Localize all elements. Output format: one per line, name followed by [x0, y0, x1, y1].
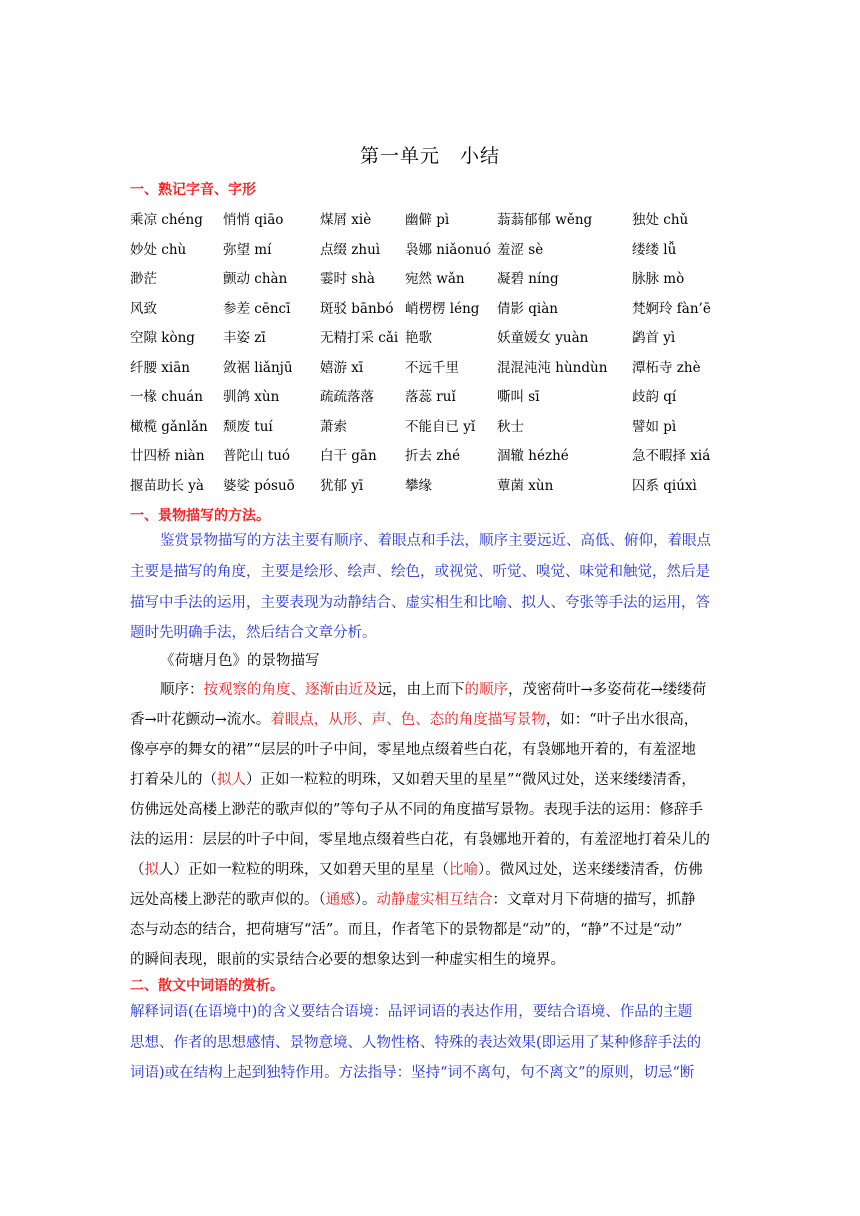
vocab-entry: 不能自已 yǐ	[405, 418, 476, 435]
vocab-entry: 颓废 tuí	[223, 418, 273, 435]
text-run: 香→叶花颤动→流水。	[130, 712, 271, 728]
vocab-entry: 参差 cēncī	[223, 300, 291, 317]
vocab-entry: 蕈菌 xùn	[497, 477, 554, 494]
vocab-entry: 弥望 mí	[223, 241, 272, 258]
vocab-entry: 妖童媛女 yuàn	[497, 330, 589, 346]
text-run: 人）正如一粒粒的明珠，又如碧天里的星星（	[159, 862, 449, 878]
vocab-entry: 落蕊 ruǐ	[405, 389, 456, 405]
paragraph-line: 的瞬间表现，眼前的实景结合必要的想象达到一种虚实相生的境界。	[130, 952, 565, 968]
vocab-entry: 纤腰 xiān	[130, 359, 190, 376]
text-run: ）。微风过处，送来缕缕清香，仿佛	[478, 862, 703, 878]
vocab-entry: 普陀山 tuó	[223, 448, 291, 464]
text-run: 远处高楼上渺茫的歌声似的。（	[130, 892, 326, 908]
vocab-entry: 揠苗助长 yà	[130, 477, 204, 494]
vocab-entry: 混混沌沌 hùndùn	[497, 359, 608, 376]
vocab-entry: 丰姿 zī	[223, 330, 266, 346]
vocab-entry: 潭柘寺 zhè	[632, 359, 701, 376]
vocab-entry: 囚系 qiúxì	[632, 477, 697, 494]
text-run: 打着朵儿的（	[130, 772, 217, 788]
vocab-entry: 廿四桥 niàn	[130, 448, 205, 464]
vocab-entry: 妙处 chù	[130, 241, 187, 258]
vocab-entry: 悄悄 qiāo	[223, 212, 284, 228]
text-run: 动静虚实相互结合	[376, 892, 493, 908]
vocab-entry: 嘶叫 sī	[497, 389, 540, 405]
vocab-entry: 缕缕 lǚ	[632, 241, 677, 258]
paragraph-line: 态与动态的结合，把荷塘写“活”。而且，作者笔下的景物都是“动”的，“静”不过是“动”	[130, 922, 683, 938]
vocab-entry: 渺茫	[130, 271, 157, 287]
vocab-entry: 攀缘	[405, 477, 432, 494]
paragraph-line: 主要是描写的角度，主要是绘形、绘声、绘色，或视觉、听觉、嗅觉、味觉和触觉，然后是	[130, 564, 710, 580]
vocab-entry: 急不暇择 xiá	[632, 448, 711, 464]
paragraph-line	[130, 889, 730, 911]
vocab-entry: 萧索	[320, 418, 347, 435]
paragraph-line: 像亭亭的舞女的裙”“层层的叶子中间，零星地点缀着些白花，有袅娜地开着的，有羞涩地	[130, 742, 696, 758]
text-run: 拟	[144, 862, 159, 878]
paragraph-line	[130, 859, 730, 881]
vocab-entry: 倩影 qiàn	[497, 300, 558, 317]
subheading: 《荷塘月色》的景物描写	[160, 653, 320, 669]
paragraph-line: 鉴赏景物描写的方法主要有顺序、着眼点和手法，顺序主要远近、高低、俯仰，着眼点	[160, 533, 711, 549]
paragraph-line	[160, 679, 760, 701]
text-run: 通感	[325, 892, 355, 908]
vocab-entry: 白干 gān	[320, 448, 377, 464]
vocab-entry: 折去 zhé	[405, 448, 461, 464]
vocab-entry: 脉脉 mò	[632, 271, 685, 287]
section-heading-pronunciation: 一、熟记字音、字形	[130, 182, 256, 198]
paragraph-line: 仿佛远处高楼上渺茫的歌声似的”等句子从不同的角度描写景物。表现手法的运用：修辞手	[130, 802, 703, 818]
paragraph-line: 思想、作者的思想感情、景物意境、人物性格、特殊的表达效果(即运用了某种修辞手法的	[130, 1035, 702, 1051]
text-run: 顺序：	[160, 682, 204, 698]
paragraph-line	[130, 709, 730, 731]
vocab-row	[130, 238, 740, 260]
text-run: 的顺序	[464, 682, 508, 698]
vocab-entry: 独处 chǔ	[632, 212, 689, 228]
vocab-entry: 乘凉 chéng	[130, 212, 203, 228]
paragraph-line: 解释词语(在语境中)的含义要结合语境：品评词语的表达作用，要结合语境、作品的主题	[130, 1004, 693, 1020]
vocab-entry: 梵婀玲 fàn’ē	[632, 300, 711, 317]
text-run: 拟人	[217, 772, 246, 788]
vocab-entry: 峭楞楞 léng	[405, 300, 480, 317]
vocab-entry: 涸辙 hézhé	[497, 448, 569, 464]
paragraph-line: 描写中手法的运用，主要表现为动静结合、虚实相生和比喻、拟人、夸张等手法的运用，答	[130, 595, 710, 611]
vocab-entry: 譬如 pì	[632, 418, 677, 435]
vocab-row	[130, 356, 740, 378]
text-run: ，茂密荷叶→多姿荷花→缕缕荷	[508, 682, 707, 698]
paragraph-line: 词语)或在结构上起到独特作用。方法指导：坚持“词不离句，句不离文”的原则，切忌“断	[130, 1065, 695, 1081]
text-run: ：文章对月下荷塘的描写，抓静	[492, 892, 696, 908]
vocab-entry: 嬉游 xī	[320, 359, 364, 376]
vocab-row	[130, 415, 740, 437]
vocab-entry: 空隙 kòng	[130, 330, 195, 346]
section-heading-word-appreciation: 二、散文中词语的赏析。	[130, 978, 284, 994]
text-run: （	[130, 862, 145, 878]
vocab-entry: 风致	[130, 300, 157, 317]
vocab-entry: 凝碧 níng	[497, 271, 559, 287]
section-heading-scenery: 一、景物描写的方法。	[130, 508, 270, 524]
vocab-entry: 橄榄 gǎnlǎn	[130, 418, 208, 435]
vocab-row	[130, 474, 740, 496]
vocab-entry: 不远千里	[405, 359, 459, 376]
vocab-row	[130, 326, 740, 348]
text-run: 远，由上而下	[377, 682, 465, 698]
vocab-row	[130, 267, 740, 289]
vocab-entry: 霎时 shà	[320, 271, 375, 287]
vocab-entry: 秋士	[497, 418, 524, 435]
paragraph-line	[130, 769, 730, 791]
vocab-entry: 疏疏落落	[320, 389, 374, 405]
vocab-entry: 歧韵 qí	[632, 389, 677, 405]
vocab-entry: 煤屑 xiè	[320, 212, 372, 228]
vocab-entry: 婆娑 pósuō	[223, 477, 295, 494]
vocab-row	[130, 385, 740, 407]
vocab-entry: 一椽 chuán	[130, 389, 203, 405]
vocab-entry: 无精打采 cǎi	[320, 330, 399, 346]
vocab-entry: 驯鸽 xùn	[223, 389, 280, 405]
vocab-entry: 点缀 zhuì	[320, 241, 381, 258]
vocab-entry: 犹郁 yī	[320, 477, 364, 494]
vocab-entry: 蓊蓊郁郁 wěng	[497, 212, 593, 228]
vocab-row	[130, 297, 740, 319]
vocab-entry: 斑驳 bānbó	[320, 300, 394, 317]
vocab-row	[130, 444, 740, 466]
page-title: 第一单元 小结	[359, 145, 500, 167]
text-run: ，如：“叶子出水很高，	[545, 712, 699, 728]
text-run: ）正如一粒粒的明珠，又如碧天里的星星”“微风过处，送来缕缕清香，	[246, 772, 696, 788]
vocab-entry: 艳歌	[405, 330, 432, 346]
vocab-row	[130, 208, 740, 230]
vocab-entry: 敛裾 liǎnjū	[223, 359, 293, 376]
text-run: 着眼点，从形、声、色、态的角度描写景物	[270, 712, 546, 728]
text-run: 按观察的角度、逐渐由近及	[203, 682, 378, 698]
vocab-entry: 袅娜 niǎonuó	[405, 241, 491, 258]
vocab-entry: 宛然 wǎn	[405, 271, 465, 287]
vocab-entry: 颤动 chàn	[223, 271, 288, 287]
vocab-entry: 羞涩 sè	[497, 241, 544, 258]
text-run: 比喻	[449, 862, 478, 878]
vocab-entry: 幽僻 pì	[405, 212, 450, 228]
vocab-entry: 鹢首 yì	[632, 330, 676, 346]
text-run: ）。	[354, 892, 377, 908]
paragraph-line: 法的运用：层层的叶子中间，零星地点缀着些白花，有袅娜地开着的，有羞涩地打着朵儿的	[130, 832, 710, 848]
paragraph-line: 题时先明确手法，然后结合文章分析。	[130, 625, 377, 641]
